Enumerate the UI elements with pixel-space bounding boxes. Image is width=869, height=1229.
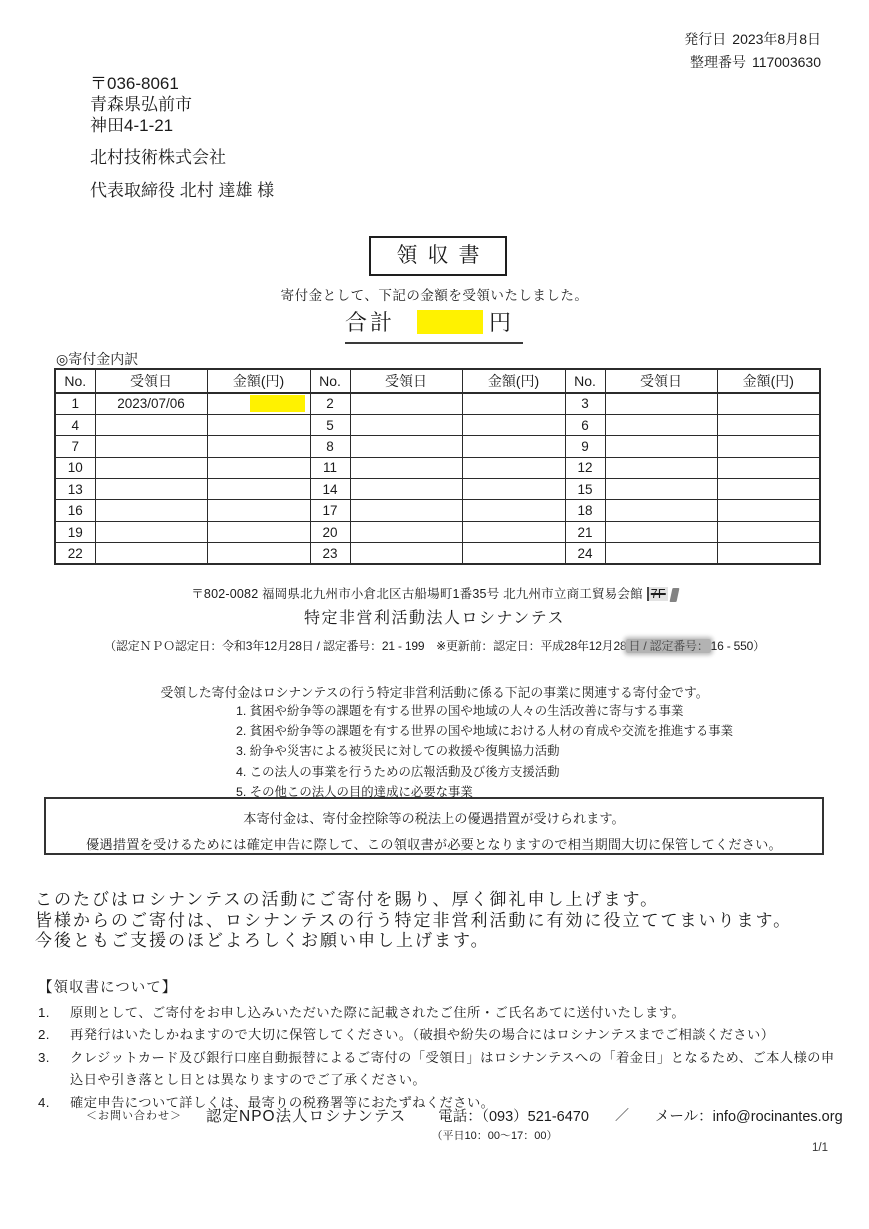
- purpose-item: 4. この法人の事業を行うための広報活動及び後方支援活動: [236, 764, 560, 779]
- table-row: [55, 393, 820, 414]
- cell-no: 4: [55, 414, 95, 435]
- table-header-row: [55, 369, 820, 393]
- page-number: 1/1: [812, 1142, 828, 1154]
- cell-no: 23: [310, 543, 350, 564]
- total-unit-label: 円: [489, 310, 512, 335]
- cell-no: 22: [55, 543, 95, 564]
- table-row: [55, 543, 820, 564]
- cell-date: [350, 436, 462, 457]
- certification-text-pre: （認定ＮＰＯ認定日：令和3年12月28日 / 認定番号：21 - 199 ※更新前：認定日：平成28年12月28: [104, 639, 627, 653]
- cell-date: [350, 414, 462, 435]
- cell-date: [95, 543, 207, 564]
- cell-date: [605, 393, 717, 414]
- about-receipt-item: [38, 1047, 838, 1092]
- cell-date: [350, 521, 462, 542]
- cell-date: [95, 521, 207, 542]
- cell-date: [605, 479, 717, 500]
- cell-no: 13: [55, 479, 95, 500]
- table-row: [55, 457, 820, 478]
- cell-date: [350, 479, 462, 500]
- cell-no: 24: [565, 543, 605, 564]
- issuer-block: [0, 584, 869, 654]
- cell-amount: [717, 479, 820, 500]
- cell-date: [350, 393, 462, 414]
- column-header-date: 受領日: [95, 369, 207, 393]
- issuer-certification-line: [0, 637, 869, 654]
- cell-amount: [207, 479, 310, 500]
- cell-amount: [207, 414, 310, 435]
- cell-amount: [462, 479, 565, 500]
- about-receipt-section: [38, 976, 838, 1114]
- cell-amount: [207, 543, 310, 564]
- about-item-number: 2.: [38, 1027, 50, 1043]
- cell-amount: [462, 521, 565, 542]
- cell-date: [605, 414, 717, 435]
- cell-no: 17: [310, 500, 350, 521]
- column-header-amount: 金額(円): [462, 369, 565, 393]
- cell-date: [95, 436, 207, 457]
- cell-amount: [207, 393, 310, 414]
- cell-no: 5: [310, 414, 350, 435]
- cell-date: [95, 414, 207, 435]
- cell-no: 2: [310, 393, 350, 414]
- contact-email: メール：info@rocinantes.org: [654, 1108, 843, 1125]
- cell-no: 19: [55, 521, 95, 542]
- reference-number-value: 117003630: [751, 54, 821, 70]
- cell-amount: [207, 500, 310, 521]
- cell-date: [605, 543, 717, 564]
- cell-no: 10: [55, 457, 95, 478]
- amount-highlight: [250, 395, 305, 412]
- tax-notice-line1: 本寄付金は、寄付金控除等の税法上の優遇措置が受けられます。: [243, 811, 625, 826]
- recipient-address-line2: 神田4-1-21: [90, 116, 174, 135]
- table-row: [55, 521, 820, 542]
- thank-you-line: このたびはロシナンテスの活動にご寄付を賜り、厚く御礼申し上げます。: [35, 890, 660, 909]
- cell-amount: [717, 457, 820, 478]
- total-amount-highlight: [417, 310, 483, 334]
- cell-no: 21: [565, 521, 605, 542]
- cell-no: 1: [55, 393, 95, 414]
- contact-row: [86, 1104, 843, 1126]
- issue-info: [684, 28, 821, 74]
- about-receipt-heading: 【領収書について】: [38, 980, 178, 996]
- cell-no: 15: [565, 479, 605, 500]
- table-row: [55, 479, 820, 500]
- about-item-number: 4.: [38, 1094, 50, 1110]
- recipient-addressee-name: 代表取締役 北村 達雄 様: [90, 181, 275, 200]
- contact-phone: 電話：（093）521-6470: [438, 1108, 589, 1125]
- ink-scribble-mark: [669, 588, 679, 602]
- cell-date: [350, 457, 462, 478]
- purpose-intro: 受領した寄付金はロシナンテスの行う特定非営利活動に係る下記の事業に関連する寄付金です。: [160, 685, 709, 700]
- cell-date: [605, 436, 717, 457]
- ink-smudge: 日 / 認定番号：: [628, 639, 709, 653]
- breakdown-caption: ◎寄付金内訳: [56, 351, 139, 367]
- about-item-text: クレジットカード及び銀行口座自動振替によるご寄付の「受領日」はロシナンテスへの「着金日」となるため、ご本人様の申込日や引き落とし日とは異なりますのでご了承ください。: [70, 1049, 835, 1088]
- column-header-amount: 金額(円): [207, 369, 310, 393]
- contact-separator: ／: [614, 1107, 629, 1123]
- about-receipt-item: [38, 1002, 838, 1024]
- table-row: [55, 500, 820, 521]
- thank-you-line: 皆様からのご寄付は、ロシナンテスの行う特定非営利活動に有効に役立ててまいります。: [35, 910, 793, 930]
- redacted-floor-text: 7F: [647, 587, 668, 601]
- cell-date: [605, 500, 717, 521]
- purpose-item: 2. 貧困や紛争等の課題を有する世界の国や地域における人材の育成や交流を推進する事業: [236, 724, 734, 739]
- cell-date: [95, 500, 207, 521]
- cell-no: 18: [565, 500, 605, 521]
- recipient-company-name: 北村技術株式会社: [90, 148, 226, 167]
- reference-number-line: [684, 51, 821, 74]
- about-item-number: 1.: [38, 1005, 50, 1020]
- cell-no: 14: [310, 479, 350, 500]
- cell-date: [95, 457, 207, 478]
- about-item-text: 確定申告について詳しくは、最寄りの税務署等におたずねください。: [70, 1094, 495, 1110]
- total-amount-row: [345, 306, 523, 344]
- cell-amount: [462, 543, 565, 564]
- purpose-item: 5. その他この法人の目的達成に必要な事業: [236, 784, 473, 799]
- cell-amount: [207, 521, 310, 542]
- cell-date: [95, 479, 207, 500]
- cell-no: 3: [565, 393, 605, 414]
- column-header-no: No.: [55, 369, 95, 393]
- total-label: 合計: [345, 310, 396, 335]
- cell-date: 2023/07/06: [95, 393, 207, 414]
- cell-no: 16: [55, 500, 95, 521]
- donation-breakdown-table: [54, 368, 821, 565]
- certification-text-post: 16 - 550）: [710, 639, 765, 653]
- column-header-amount: 金額(円): [717, 369, 820, 393]
- issuer-organization-name: 特定非営利活動法人ロシナンテス: [303, 610, 566, 627]
- receipt-statement: 寄付金として、下記の金額を受領いたしました。: [280, 288, 589, 303]
- column-header-date: 受領日: [605, 369, 717, 393]
- cell-no: 8: [310, 436, 350, 457]
- cell-amount: [462, 500, 565, 521]
- issue-date-value: 2023年8月8日: [732, 31, 821, 47]
- contact-hours: （平日10：00～17：00）: [431, 1130, 558, 1142]
- about-receipt-item: [38, 1024, 838, 1046]
- issuer-address-line: [0, 584, 869, 602]
- recipient-postal-code: 〒036-8061: [90, 74, 179, 93]
- cell-no: 11: [310, 457, 350, 478]
- tax-notice-box: [44, 797, 824, 855]
- cell-amount: [462, 393, 565, 414]
- cell-amount: [462, 436, 565, 457]
- table-row: [55, 436, 820, 457]
- cell-no: 7: [55, 436, 95, 457]
- issuer-address: 〒802-0082 福岡県北九州市小倉北区古船場町1番35号 北九州市立商工貿易会館: [191, 587, 643, 601]
- cell-no: 9: [565, 436, 605, 457]
- purpose-list: [236, 701, 733, 802]
- table-row: [55, 414, 820, 435]
- cell-amount: [462, 457, 565, 478]
- cell-date: [350, 543, 462, 564]
- about-item-number: 3.: [38, 1049, 50, 1065]
- tax-notice-line2: 優遇措置を受けるためには確定申告に際して、この領収書が必要となりますので相当期間大切に保管してください。: [86, 837, 782, 852]
- cell-amount: [207, 457, 310, 478]
- cell-amount: [717, 414, 820, 435]
- issue-date-line: [684, 28, 821, 51]
- about-item-text: 再発行はいたしかねますので大切に保管してください。（破損や紛失の場合にはロシナンテスまでご相談ください）: [70, 1027, 775, 1043]
- contact-organization-name: 認定NPO法人ロシナンテス: [206, 1108, 407, 1125]
- issue-date-label: 発行日: [684, 31, 727, 47]
- cell-amount: [717, 500, 820, 521]
- cell-amount: [717, 436, 820, 457]
- recipient-address-line1: 青森県弘前市: [90, 95, 192, 114]
- thank-you-paragraph: [35, 890, 792, 952]
- cell-amount: [717, 543, 820, 564]
- reference-number-label: 整理番号: [689, 54, 746, 70]
- cell-amount: [462, 414, 565, 435]
- cell-no: 6: [565, 414, 605, 435]
- recipient-address-block: [90, 73, 274, 201]
- purpose-item: 1. 貧困や紛争等の課題を有する世界の国や地域の人々の生活改善に寄与する事業: [236, 704, 684, 718]
- receipt-title-box: 領収書: [369, 236, 507, 276]
- cell-no: 12: [565, 457, 605, 478]
- about-receipt-list: [38, 1002, 838, 1114]
- column-header-no: No.: [565, 369, 605, 393]
- contact-label: ＜お問い合わせ＞: [86, 1110, 182, 1122]
- cell-date: [605, 457, 717, 478]
- cell-amount: [717, 521, 820, 542]
- purpose-item: 3. 紛争や災害による被災民に対しての救援や復興協力活動: [236, 744, 560, 759]
- cell-date: [350, 500, 462, 521]
- cell-no: 20: [310, 521, 350, 542]
- about-item-text: 原則として、ご寄付をお申し込みいただいた際に記載されたご住所・ご氏名あてに送付いたします。: [70, 1005, 686, 1020]
- cell-amount: [717, 393, 820, 414]
- column-header-no: No.: [310, 369, 350, 393]
- cell-date: [605, 521, 717, 542]
- cell-amount: [207, 436, 310, 457]
- thank-you-line: 今後ともご支援のほどよろしくお願い申し上げます。: [35, 931, 490, 950]
- column-header-date: 受領日: [350, 369, 462, 393]
